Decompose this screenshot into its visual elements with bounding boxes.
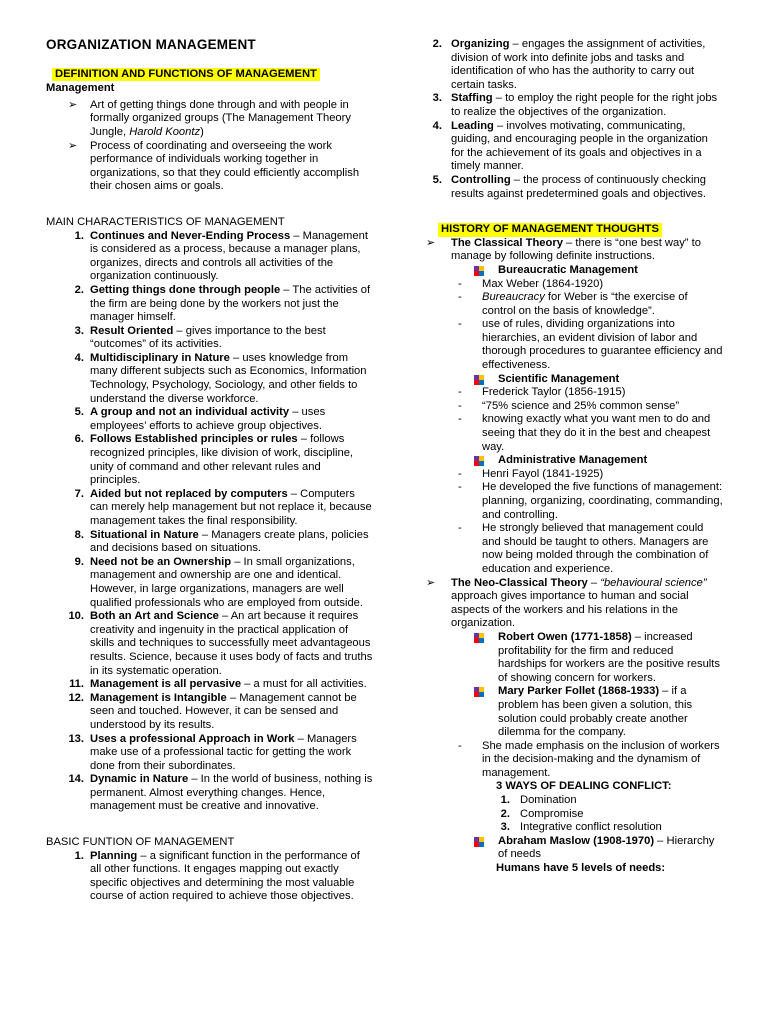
list-item: 7. Aided but not replaced by computers – Computers can merely help management but not replace it, because management takes the final responsibility. <box>74 487 372 527</box>
list-item: 8. Situational in Nature – Managers create plans, policies and decisions based on situations. <box>74 528 369 555</box>
arrowhead-bullet-icon: ➢ <box>426 576 436 589</box>
colored-square-bullet-icon <box>474 837 484 847</box>
list-item: 14. Dynamic in Nature – In the world of business, nothing is permanent. Almost everything changes. Hence, management must be creative and innovative. <box>68 773 373 813</box>
list-item: 2. Organizing – engages the assignment of activities, division of work into definite jobs and tasks and identification of who has the authority to carry out certain tasks. <box>432 38 706 91</box>
functions-list <box>424 38 724 201</box>
list-item: 5. A group and not an individual activity – uses employees’ efforts to achieve group objectives. <box>74 406 326 432</box>
arrowhead-bullet-icon: ➢ <box>68 139 78 152</box>
characteristics-list <box>44 230 374 815</box>
conflict-heading: 3 WAYS OF DEALING CONFLICT: <box>496 780 672 793</box>
list-item: 6. Follows Established principles or rules – follows recognized principles, like division of work, discipline, unity of command and other relevant rules and principles. <box>74 433 354 487</box>
dash-item: - Henri Fayol (1841-1925) <box>458 467 604 480</box>
list-item: 1. Planning – a significant function in the performance of all other functions. It engages mapping out exactly specific objectives and determining the most valuable course of action required to achieve those objectives. <box>74 849 360 903</box>
list-item: 11. Management is all pervasive – a must for all activities. <box>69 678 367 691</box>
arrowhead-bullet-icon: ➢ <box>426 236 436 249</box>
list-item: 1. Continues and Never-Ending Process – Management is considered as a process, because a manager plans, organizes, directs and controls all activities of the organization continuously. <box>74 229 368 283</box>
list-item: 1. Domination <box>500 794 577 807</box>
sub-bullet-item: Abraham Maslow (1908-1970) – Hierarchy of needs <box>424 835 724 862</box>
list-item: 5. Controlling – the process of continuously checking results against predetermined goals and objectives. <box>432 173 706 200</box>
arrowhead-bullet-icon: ➢ <box>68 98 78 111</box>
list-item: 13. Uses a professional Approach in Work – Managers make use of a professional tactic for getting the work done from their subordinates. <box>68 732 357 772</box>
section-heading-characteristics: MAIN CHARACTERISTICS OF MANAGEMENT <box>46 215 285 228</box>
sub-bullet-item: Bureaucratic Management <box>424 264 724 278</box>
list-item: 3. Staffing – to employ the right people for the right jobs to realize the objectives of the organization. <box>432 92 718 118</box>
subheading-management: Management <box>46 82 115 95</box>
colored-square-bullet-icon <box>474 456 484 466</box>
bullet-item: ➢ The Neo-Classical Theory – “behavioural science” approach gives importance to human and social aspects of the workers and his relations in the organization. <box>426 576 707 630</box>
dash-item: - knowing exactly what you want men to do and seeing that they do it in the best and cheapest way. <box>458 413 711 453</box>
dash-item: - “75% science and 25% common sense” <box>458 399 680 412</box>
dash-item: - Bureaucracy for Weber is “the exercise of control on the basis of knowledge”. <box>458 291 688 317</box>
dash-item: - Frederick Taylor (1856-1915) <box>458 386 626 399</box>
list-item: 12. Management is Intangible – Management cannot be seen and touched. However, it can be sensed and understood by its results. <box>68 691 357 731</box>
dash-item: - Max Weber (1864-1920) <box>458 277 604 290</box>
colored-square-bullet-icon <box>474 687 484 697</box>
dash-item: - He strongly believed that management could and should be taught to others. Managers are now being molded through the combination of education and experience. <box>458 522 709 575</box>
list-item: 4. Leading – involves motivating, communicating, guiding, and encouraging people in the organization for the achievement of its goals and objectives in a timely manner. <box>432 119 708 173</box>
bullet-item: ➢ Process of coordinating and overseeing the work performance of individuals working together in organizations, so that they could efficiently accomplish their chosen aims or goals. <box>68 139 360 193</box>
sub-bullet-item: Administrative Management <box>424 454 724 468</box>
section-heading-history: HISTORY OF MANAGEMENT THOUGHTS <box>438 223 662 237</box>
right-column <box>424 38 724 876</box>
dash-item: - She made emphasis on the inclusion of workers in the decision-making and the dynamism of management. <box>458 739 720 779</box>
sub-bullet-item: Robert Owen (1771-1858) – increased profitability for the firm and reduced hardships for workers are the positive results of showing concern for workers. <box>424 631 724 685</box>
dash-item: - use of rules, dividing organizations into hierarchies, an evident division of labor and thorough procedures to guarantee efficiency and effectiveness. <box>458 318 723 372</box>
sub-bullet-item: Scientific Management <box>424 373 724 387</box>
colored-square-bullet-icon <box>474 633 484 643</box>
colored-square-bullet-icon <box>474 375 484 385</box>
section-heading-definition: DEFINITION AND FUNCTIONS OF MANAGEMENT <box>52 68 320 82</box>
left-column <box>44 38 374 904</box>
list-item: 9. Need not be an Ownership – In small organizations, management and ownership are one and identical. However, in large organizations, managers are well qualified professionals who are employed from outside. <box>74 555 364 609</box>
list-item: 3. Result Oriented – gives importance to the best “outcomes” of its activities. <box>74 324 326 351</box>
page-title: ORGANIZATION MANAGEMENT <box>46 37 256 52</box>
list-item: 4. Multidisciplinary in Nature – uses knowledge from many different subjects such as Economics, Information Technology, Psychology, Sociology, and other fields to understand the diverse workforce. <box>74 351 367 405</box>
list-item: 3. Integrative conflict resolution <box>500 821 662 834</box>
sub-bullet-item: Mary Parker Follet (1868-1933) – if a problem has been given a solution, this solution could probably create another dilemma for the company. <box>424 685 724 739</box>
section-heading-basic-functions: BASIC FUNTION OF MANAGEMENT <box>46 836 235 849</box>
bullet-item: ➢ The Classical Theory – there is “one best way” to manage by following definite instructions. <box>426 236 701 263</box>
needs-heading: Humans have 5 levels of needs: <box>496 862 666 875</box>
dash-item: - He developed the five functions of management: planning, organizing, coordinating, commanding, and controlling. <box>458 481 723 521</box>
list-item: 2. Getting things done through people – The activities of the firm are being done by the workers not just the manager himself. <box>74 283 371 324</box>
colored-square-bullet-icon <box>474 266 484 276</box>
bullet-item: ➢ Art of getting things done through and with people in formally organized groups (The Management Theory Jungle, Harold Koontz) <box>68 98 351 138</box>
list-item: 10. Both an Art and Science – An art because it requires creativity and ingenuity in the practical application of skills and techniques to successfully meet advantageous results. Science, because it uses body of facts and truths in its systematic operation. <box>68 610 373 677</box>
list-item: 2. Compromise <box>500 807 584 820</box>
